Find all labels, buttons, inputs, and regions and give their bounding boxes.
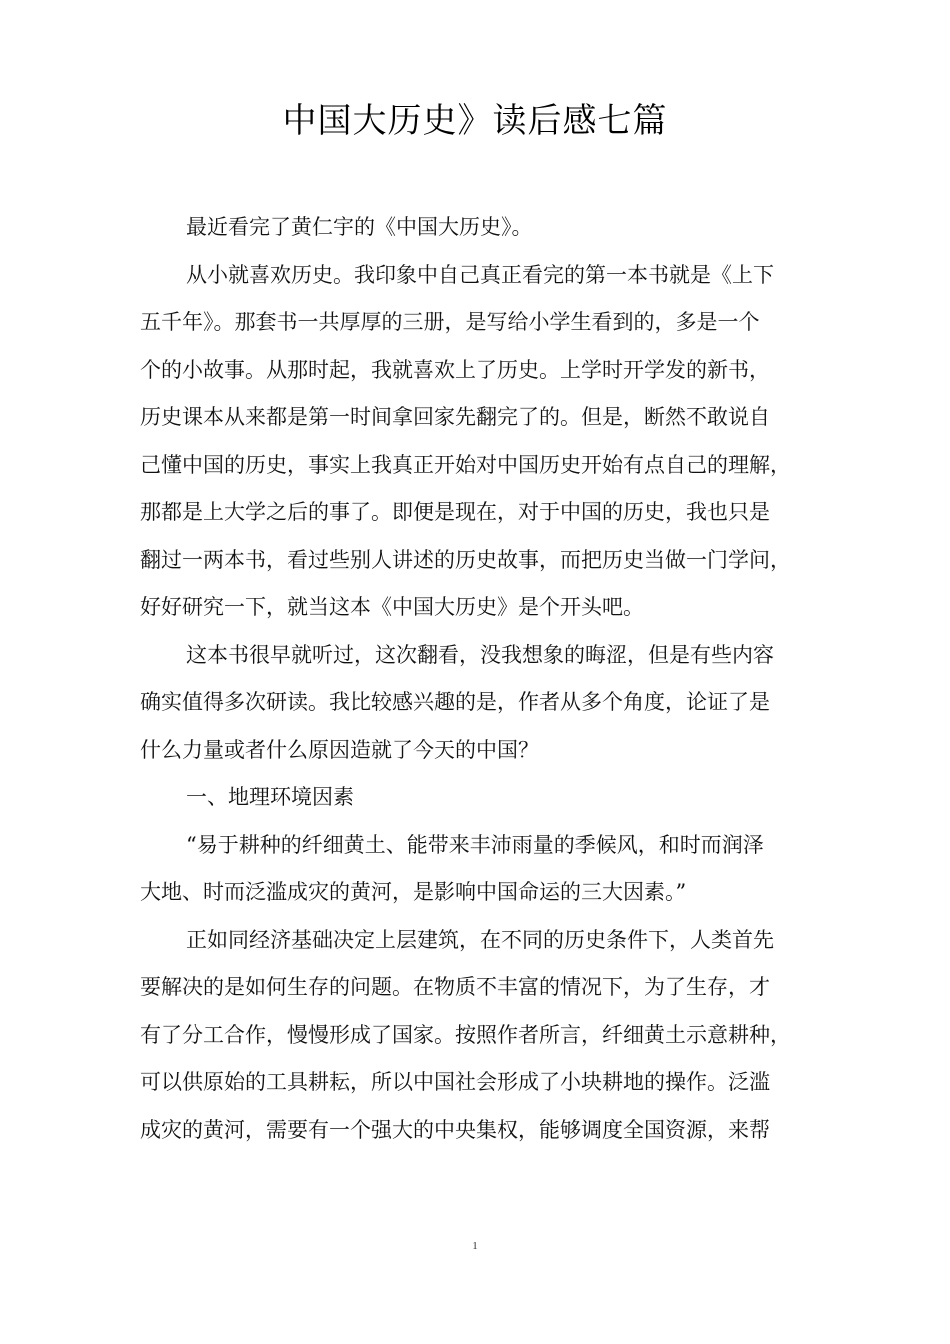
paragraph-line: 己懂中国的历史，事实上我真正开始对中国历史开始有点自己的理解， (140, 452, 791, 477)
document-body (140, 204, 826, 1154)
paragraph-line: 成灾的黄河，需要有一个强大的中央集权，能够调度全国资源，来帮 (140, 1117, 770, 1142)
paragraph-line: 个的小故事。从那时起，我就喜欢上了历史。上学时开学发的新书， (140, 357, 770, 382)
quote-line: 大地、时而泛滥成灾的黄河，是影响中国命运的三大因素。” (140, 880, 687, 904)
paragraph-line: 确实值得多次研读。我比较感兴趣的是，作者从多个角度，论证了是 (140, 690, 770, 714)
paragraph-line: 好好研究一下，就当这本《中国大历史》是个开头吧。 (140, 595, 644, 619)
paragraph-line: 正如同经济基础决定上层建筑，在不同的历史条件下，人类首先 (186, 927, 774, 952)
paragraph-line: 从小就喜欢历史。我印象中自己真正看完的第一本书就是《上下 (186, 262, 774, 287)
paragraph-line: 翻过一两本书，看过些别人讲述的历史故事，而把历史当做一门学问， (140, 547, 791, 572)
paragraph-line: 五千年》。那套书一共厚厚的三册，是写给小学生看到的，多是一个 (140, 310, 760, 334)
paragraph-line: 最近看完了黄仁宇的《中国大历史》。 (186, 215, 533, 239)
paragraph-line: 什么力量或者什么原因造就了今天的中国？ (140, 737, 539, 762)
paragraph-line: 要解决的是如何生存的问题。在物质不丰富的情况下，为了生存，才 (140, 975, 770, 999)
document-title: 中国大历史》读后感七篇 (282, 101, 668, 141)
paragraph-line: 可以供原始的工具耕耘，所以中国社会形成了小块耕地的操作。泛滥 (140, 1070, 770, 1094)
paragraph-line: 历史课本从来都是第一时间拿回家先翻完了的。但是，断然不敢说自 (140, 405, 770, 429)
section-heading: 一、地理环境因素 (186, 785, 354, 809)
paragraph-line: 这本书很早就听过，这次翻看，没我想象的晦涩，但是有些内容 (186, 642, 774, 667)
page-number: 1 (472, 1240, 478, 1252)
paragraph-line: 有了分工合作，慢慢形成了国家。按照作者所言，纤细黄土示意耕种， (140, 1022, 791, 1047)
quote-line: “易于耕种的纤细黄土、能带来丰沛雨量的季候风，和时而润泽 (186, 832, 764, 857)
paragraph-line: 那都是上大学之后的事了。即便是现在，对于中国的历史，我也只是 (140, 500, 770, 524)
